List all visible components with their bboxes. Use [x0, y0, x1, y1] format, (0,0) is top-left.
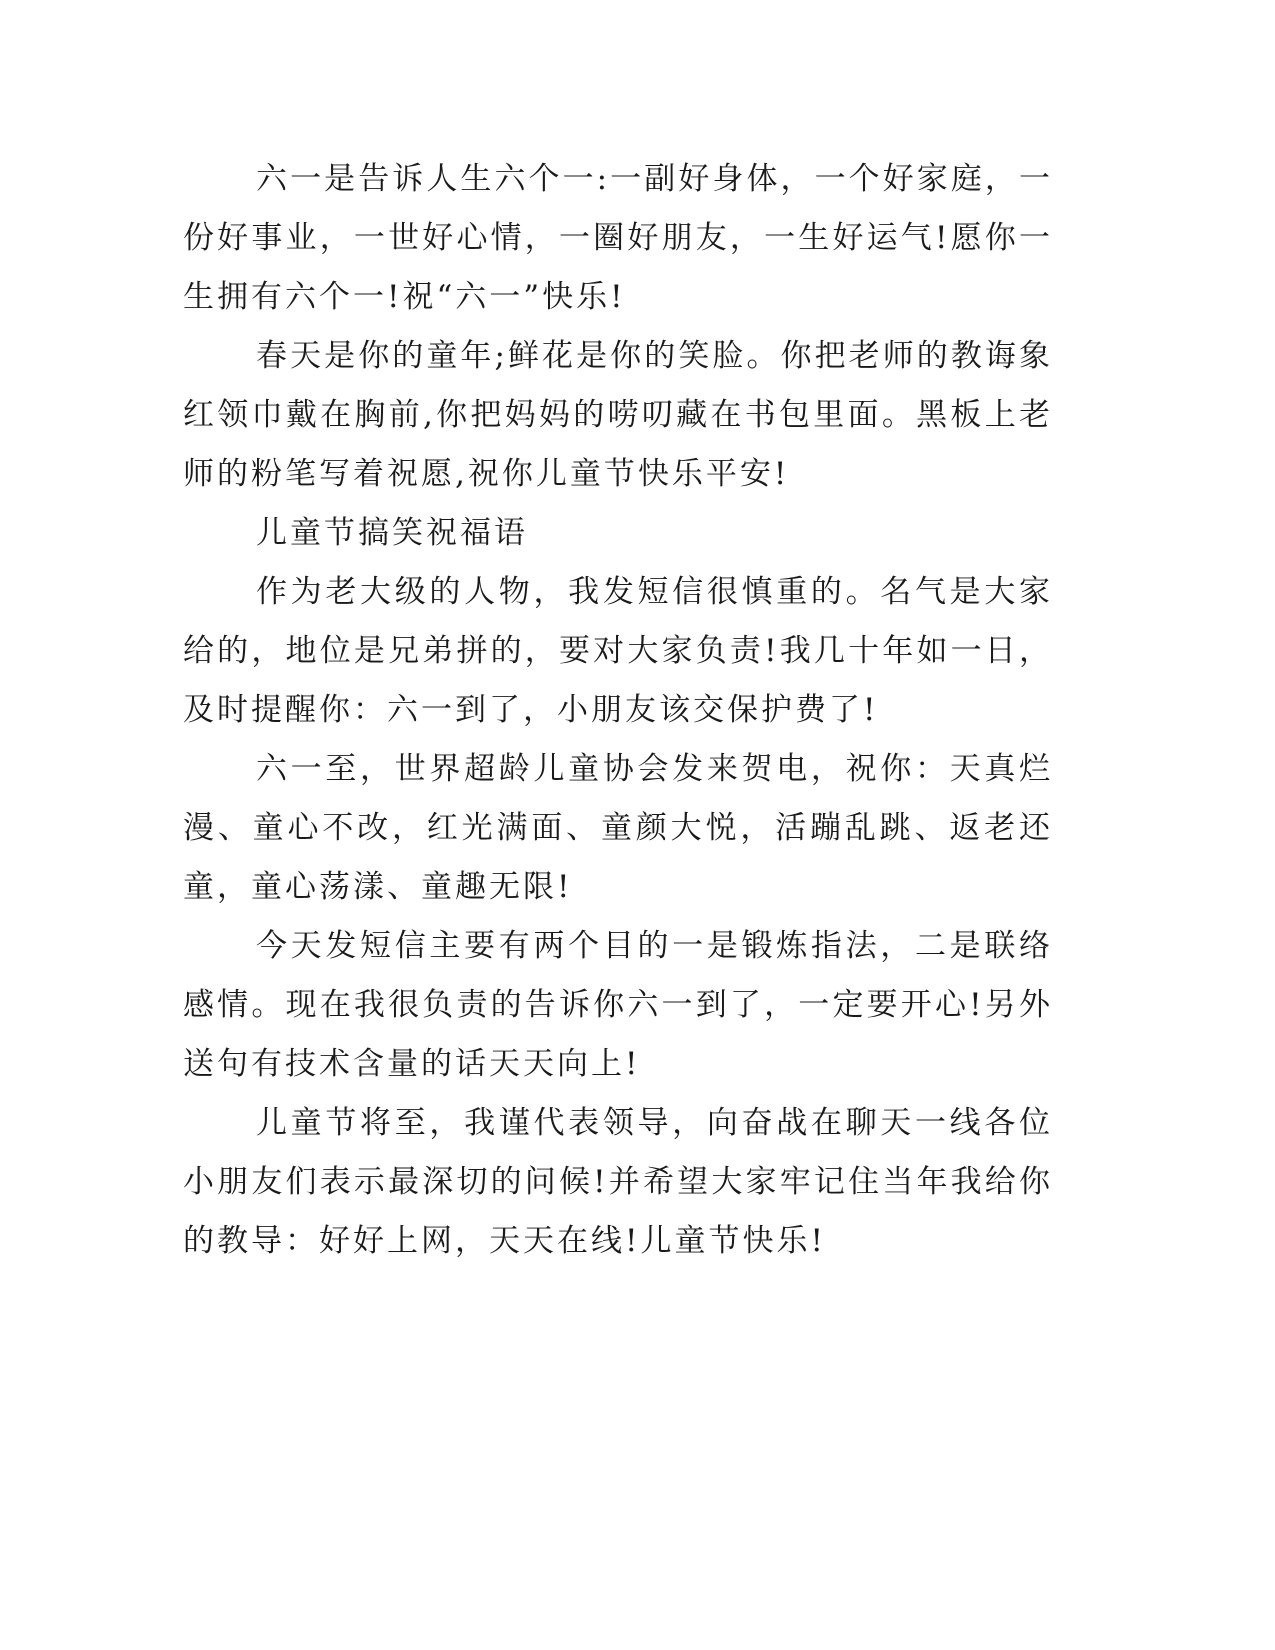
- paragraph-1: 六一是告诉人生六个一:一副好身体，一个好家庭，一份好事业，一世好心情，一圈好朋友，一生好运气!愿你一生拥有六个一!祝“六一”快乐!: [183, 161, 1053, 315]
- document-body: [183, 150, 1053, 1271]
- paragraph-4: 六一至，世界超龄儿童协会发来贺电，祝你：天真烂漫、童心不改，红光满面、童颜大悦，活蹦乱跳、返老还童，童心荡漾、童趣无限!: [183, 751, 1053, 905]
- paragraph-6: 儿童节将至，我谨代表领导，向奋战在聊天一线各位小朋友们表示最深切的问候!并希望大家牢记住当年我给你的教导：好好上网，天天在线!儿童节快乐!: [183, 1105, 1053, 1259]
- paragraph-2: 春天是你的童年;鲜花是你的笑脸。你把老师的教诲象红领巾戴在胸前,你把妈妈的唠叨藏在书包里面。黑板上老师的粉笔写着祝愿,祝你儿童节快乐平安!: [183, 338, 1053, 492]
- paragraph-5: 今天发短信主要有两个目的一是锻炼指法，二是联络感情。现在我很负责的告诉你六一到了，一定要开心!另外送句有技术含量的话天天向上!: [183, 928, 1053, 1082]
- section-heading: 儿童节搞笑祝福语: [256, 515, 528, 551]
- paragraph-3: 作为老大级的人物，我发短信很慎重的。名气是大家给的，地位是兄弟拼的，要对大家负责!我几十年如一日，及时提醒你：六一到了，小朋友该交保护费了!: [183, 574, 1053, 728]
